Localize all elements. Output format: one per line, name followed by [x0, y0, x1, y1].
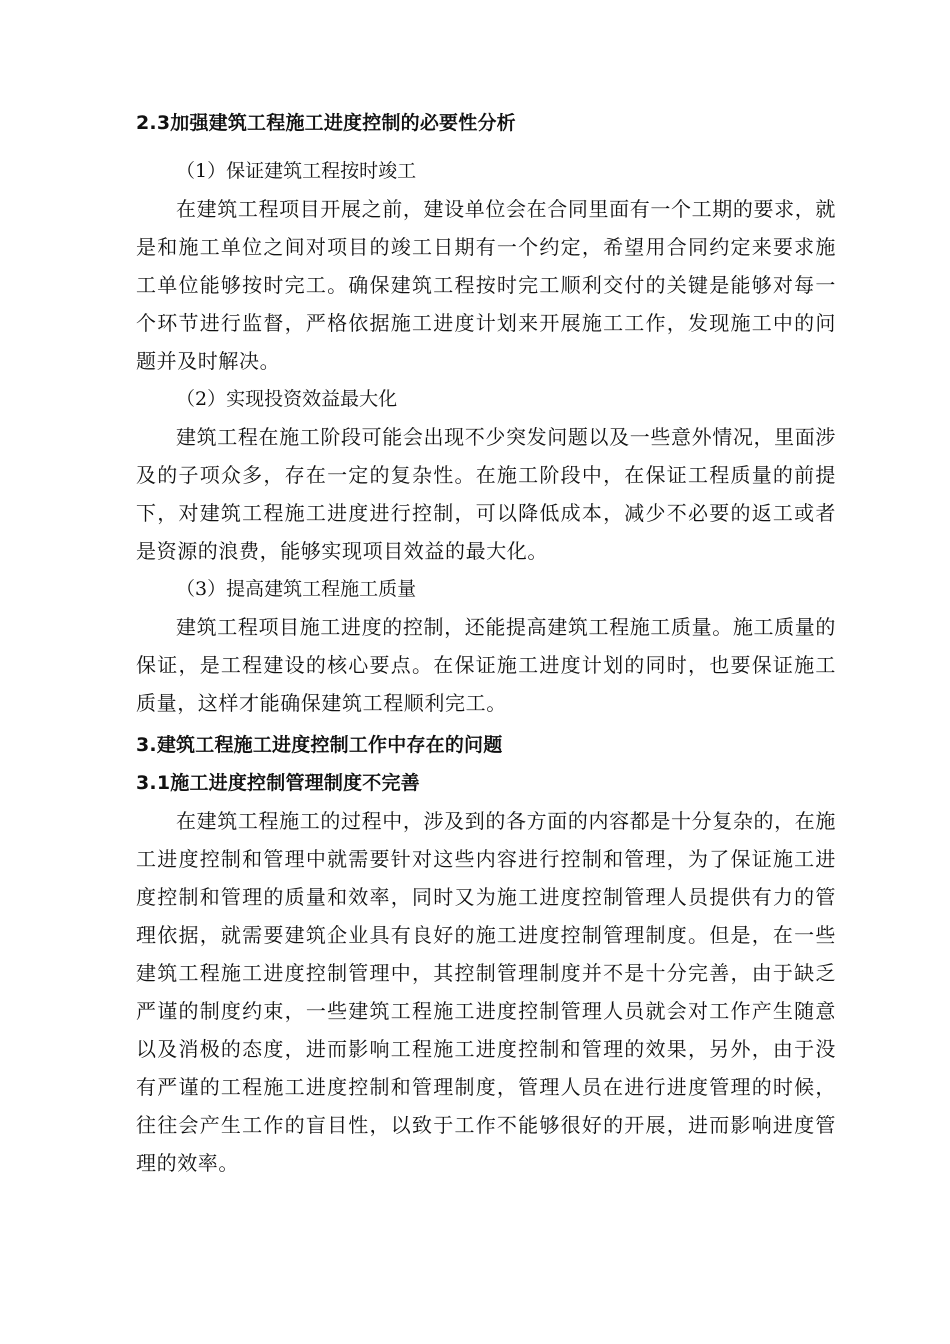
paragraph-improve-quality: 建筑工程项目施工进度的控制，还能提高建筑工程施工质量。施工质量的保证，是工程建设的核心要点。在保证施工进度计划的同时，也要保证施工质量，这样才能确保建筑工程顺利完工。 — [136, 615, 836, 715]
paragraph-maximize-benefit: 建筑工程在施工阶段可能会出现不少突发问题以及一些意外情况，里面涉及的子项众多，存在一定的复杂性。在施工阶段中，在保证工程质量的前提下，对建筑工程施工进度进行控制，可以降低成本，减少不必要的返工或者是资源的浪费，能够实现项目效益的最大化。 — [136, 425, 836, 563]
document-page — [136, 104, 836, 1182]
subheading-ensure-completion: （1）保证建筑工程按时竣工 — [176, 160, 417, 182]
subheading-improve-quality: （3）提高建筑工程施工质量 — [176, 578, 417, 600]
subheading-maximize-benefit: （2）实现投资效益最大化 — [176, 388, 398, 410]
section-heading-3: 3.建筑工程施工进度控制工作中存在的问题 — [136, 734, 503, 756]
paragraph-ensure-completion: 在建筑工程项目开展之前，建设单位会在合同里面有一个工期的要求，就是和施工单位之间对项目的竣工日期有一个约定，希望用合同约定来要求施工单位能够按时完工。确保建筑工程按时完工顺利交付的关键是能够对每一个环节进行监督，严格依据施工进度计划来开展施工工作，发现施工中的问题并及时解决。 — [136, 197, 836, 373]
paragraph-management-system: 在建筑工程施工的过程中，涉及到的各方面的内容都是十分复杂的，在施工进度控制和管理中就需要针对这些内容进行控制和管理，为了保证施工进度控制和管理的质量和效率，同时又为施工进度控制管理人员提供有力的管理依据，就需要建筑企业具有良好的施工进度控制管理制度。但是，在一些建筑工程施工进度控制管理中，其控制管理制度并不是十分完善，由于缺乏严谨的制度约束，一些建筑工程施工进度控制管理人员就会对工作产生随意以及消极的态度，进而影响工程施工进度控制和管理的效果，另外，由于没有严谨的工程施工进度控制和管理制度，管理人员在进行进度管理的时候，往往会产生工作的盲目性，以致于工作不能够很好的开展，进而影响进度管理的效率。 — [136, 809, 836, 1175]
section-heading-3-1: 3.1施工进度控制管理制度不完善 — [136, 772, 420, 794]
section-heading-2-3: 2.3加强建筑工程施工进度控制的必要性分析 — [136, 112, 516, 134]
